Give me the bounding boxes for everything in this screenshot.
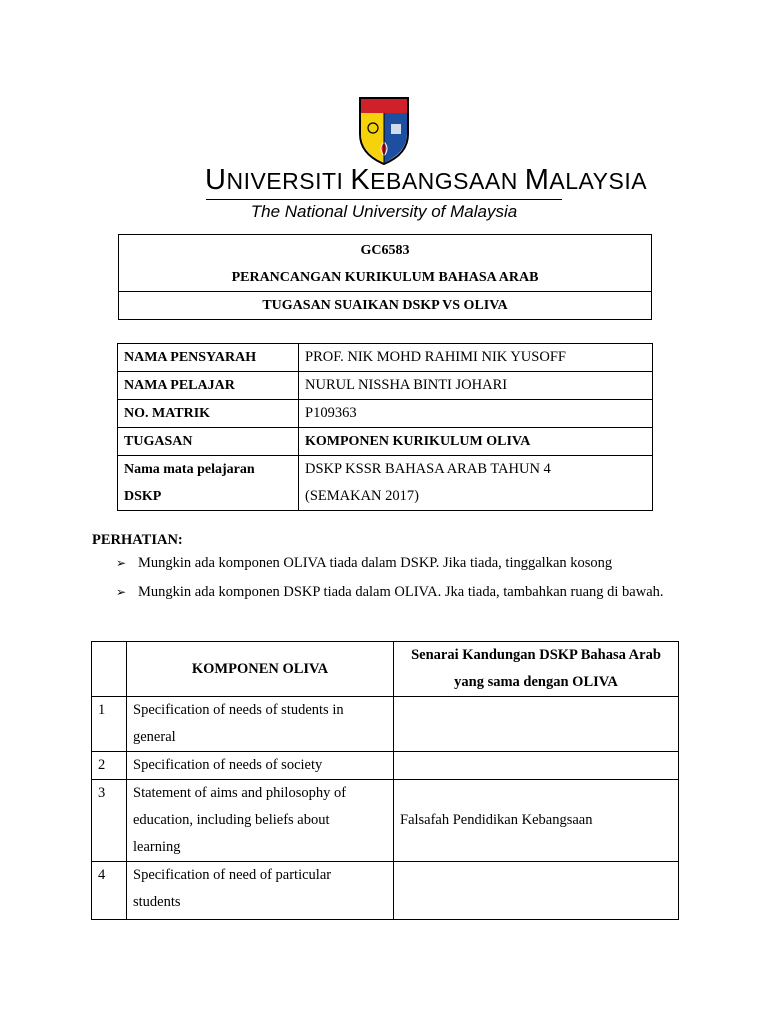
- student-info-table: [117, 343, 653, 511]
- lecturer-value: PROF. NIK MOHD RAHIMI NIK YUSOFF: [299, 344, 653, 372]
- list-item: [116, 555, 664, 584]
- table-row: [92, 752, 679, 780]
- assignment-value: KOMPONEN KURIKULUM OLIVA: [299, 428, 653, 456]
- component-line: Specification of needs of society: [133, 757, 323, 773]
- matric-label: NO. MATRIK: [118, 400, 299, 428]
- row-number: 1: [92, 697, 127, 752]
- course-box: [118, 234, 652, 320]
- subject-value: [299, 456, 653, 511]
- note-text: Mungkin ada komponen OLIVA tiada dalam DSKP. Jika tiada, tinggalkan kosong: [138, 555, 613, 571]
- table-row: [118, 400, 653, 428]
- course-title: PERANCANGAN KURIKULUM BAHASA ARAB: [231, 270, 539, 285]
- university-crest-icon: [356, 94, 412, 166]
- logo-divider: [206, 199, 562, 200]
- header-components: KOMPONEN OLIVA: [127, 642, 394, 697]
- header-dskp-line-1: Senarai Kandungan DSKP Bahasa Arab: [411, 647, 661, 663]
- subject-label-line-2: DSKP: [124, 489, 162, 504]
- table-header-row: [92, 642, 679, 697]
- arrow-bullet-icon: ➢: [116, 556, 127, 570]
- dskp-match: Falsafah Pendidikan Kebangsaan: [394, 780, 679, 862]
- component-line: Specification of needs of students in: [133, 702, 344, 718]
- arrow-bullet-icon: ➢: [116, 585, 127, 599]
- table-row: [118, 456, 653, 511]
- course-code: GC6583: [360, 243, 410, 258]
- header-dskp-content: [394, 642, 679, 697]
- university-subtitle: The National University of Malaysia: [250, 202, 518, 221]
- subject-value-line-1: DSKP KSSR BAHASA ARAB TAHUN 4: [305, 461, 551, 477]
- table-row: [92, 862, 679, 920]
- component-line: Statement of aims and philosophy of: [133, 785, 347, 801]
- table-row: [92, 780, 679, 862]
- row-number: 4: [92, 862, 127, 920]
- dskp-match: [394, 697, 679, 752]
- component-line: Specification of need of particular: [133, 867, 332, 883]
- assignment-title: TUGASAN SUAIKAN DSKP VS OLIVA: [119, 292, 652, 320]
- notes-section: [92, 532, 664, 613]
- component-text: [127, 862, 394, 920]
- lecturer-label: NAMA PENSYARAH: [118, 344, 299, 372]
- university-name: UNIVERSITI KEBANGSAAN MALAYSIA: [205, 164, 648, 196]
- subject-value-line-2: (SEMAKAN 2017): [305, 488, 419, 504]
- component-line: learning: [133, 839, 181, 855]
- student-label: NAMA PELAJAR: [118, 372, 299, 400]
- component-text: [127, 697, 394, 752]
- subject-label: [118, 456, 299, 511]
- component-text: [127, 780, 394, 862]
- dskp-match: [394, 862, 679, 920]
- component-text: [127, 752, 394, 780]
- row-number: 2: [92, 752, 127, 780]
- note-text: Mungkin ada komponen DSKP tiada dalam OLIVA. Jka tiada, tambahkan ruang di bawah.: [138, 584, 664, 600]
- student-value: NURUL NISSHA BINTI JOHARI: [299, 372, 653, 400]
- table-row: [118, 372, 653, 400]
- components-table: [91, 641, 679, 920]
- subject-label-line-1: Nama mata pelajaran: [124, 462, 255, 477]
- course-header: [119, 235, 652, 292]
- component-line: students: [133, 894, 181, 910]
- matric-value: P109363: [299, 400, 653, 428]
- table-row: [118, 344, 653, 372]
- header-num-cell: [92, 642, 127, 697]
- assignment-label: TUGASAN: [118, 428, 299, 456]
- notes-heading: PERHATIAN:: [92, 532, 183, 548]
- row-number: 3: [92, 780, 127, 862]
- dskp-match: [394, 752, 679, 780]
- header-dskp-line-2: yang sama dengan OLIVA: [454, 674, 618, 690]
- table-row: [118, 428, 653, 456]
- component-line: general: [133, 729, 176, 745]
- table-row: [92, 697, 679, 752]
- component-line: education, including beliefs about: [133, 812, 330, 828]
- list-item: [116, 584, 664, 613]
